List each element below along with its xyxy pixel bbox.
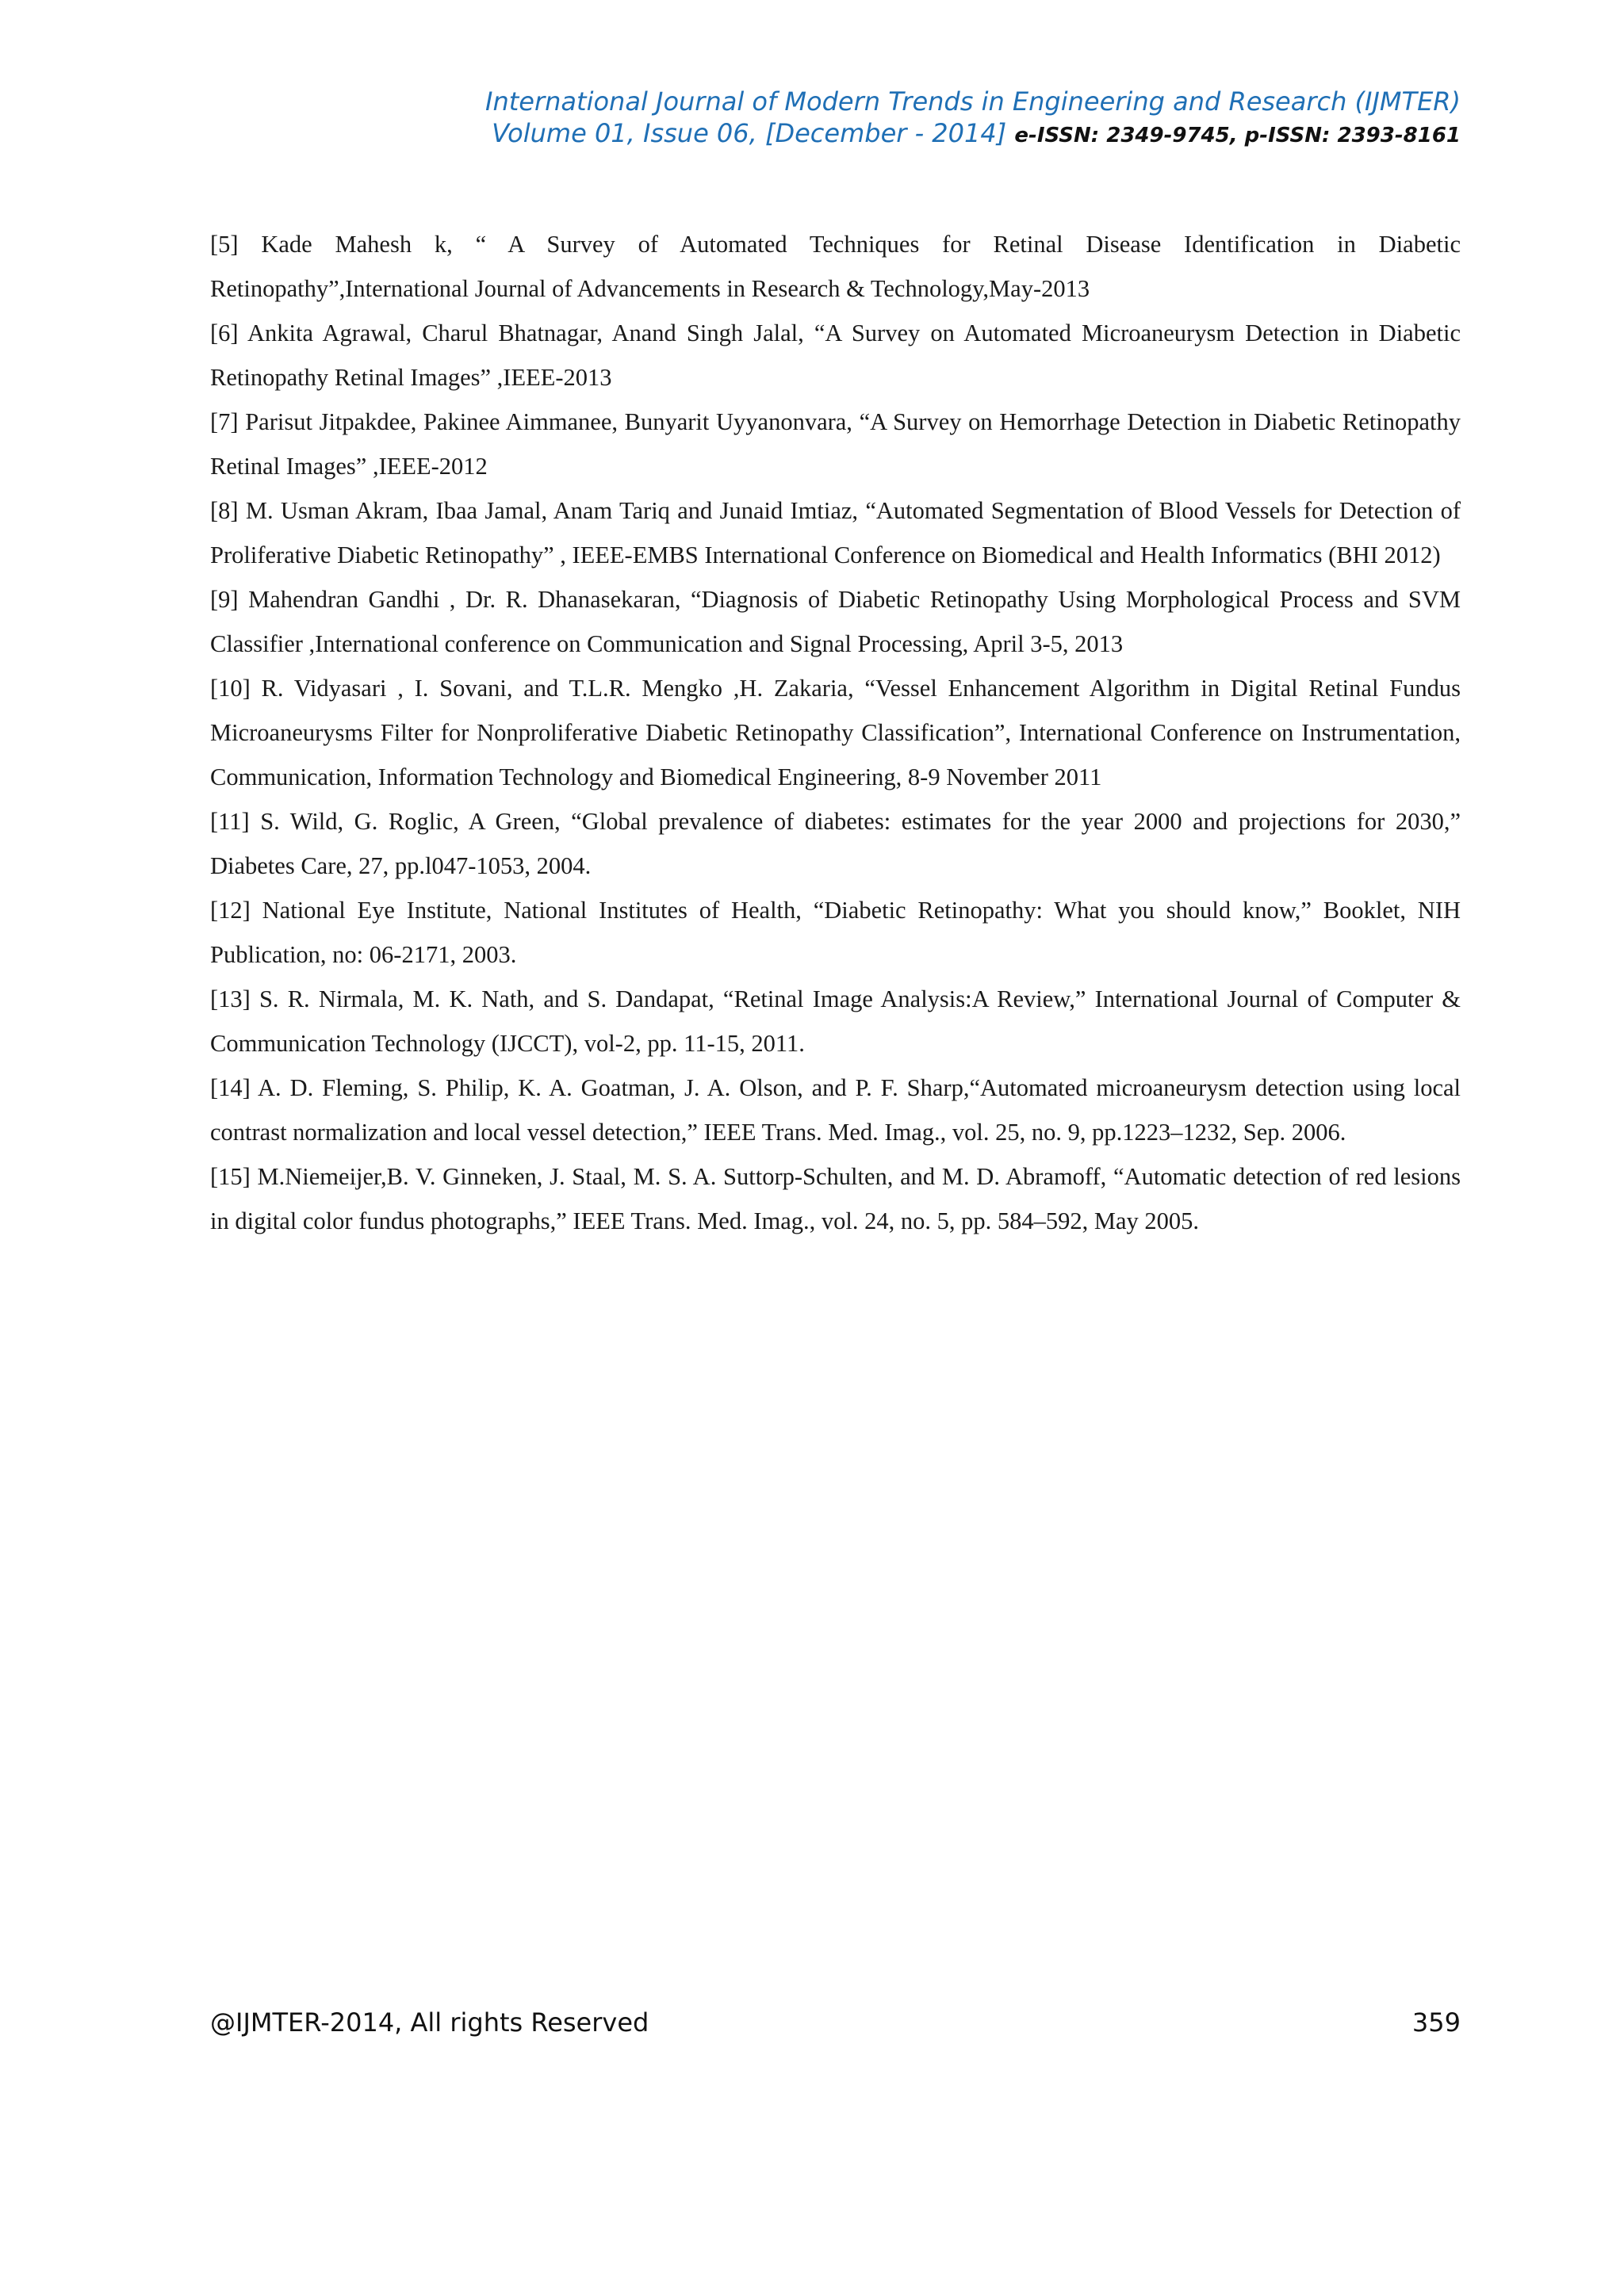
copyright-notice: @IJMTER-2014, All rights Reserved [210, 2007, 649, 2038]
reference-11: [11] S. Wild, G. Roglic, A Green, “Global prevalence of diabetes: estimates for the year 2000 and projections for 2030,” Diabetes Care, 27, pp.l047-1053, 2004. [210, 808, 1461, 879]
reference-10: [10] R. Vidyasari , I. Sovani, and T.L.R. Mengko ,H. Zakaria, “Vessel Enhancement Algorithm in Digital Retinal Fundus Microaneurysms Filter for Nonproliferative Diabetic Retinopathy Classification”, International Conference on Instrumentation, Communication, Information Technology and Biomedical Engineering, 8-9 November 2011 [210, 675, 1461, 790]
reference-5: [5] Kade Mahesh k, “ A Survey of Automated Techniques for Retinal Disease Identification in Diabetic Retinopathy”,International Journal of Advancements in Research & Technology,May-2013 [210, 231, 1461, 302]
reference-list [210, 222, 1461, 1243]
reference-13: [13] S. R. Nirmala, M. K. Nath, and S. Dandapat, “Retinal Image Analysis:A Review,” International Journal of Computer & Communication Technology (IJCCT), vol-2, pp. 11-15, 2011. [210, 985, 1461, 1057]
issn-numbers: e-ISSN: 2349-9745, p-ISSN: 2393-8161 [1014, 124, 1461, 147]
reference-6: [6] Ankita Agrawal, Charul Bhatnagar, Anand Singh Jalal, “A Survey on Automated Microaneurysm Detection in Diabetic Retinopathy Retinal Images” ,IEEE-2013 [210, 320, 1461, 391]
reference-8: [8] M. Usman Akram, Ibaa Jamal, Anam Tariq and Junaid Imtiaz, “Automated Segmentation of Blood Vessels for Detection of Proliferative Diabetic Retinopathy” , IEEE-EMBS International Conference on Biomedical and Health Informatics (BHI 2012) [210, 497, 1461, 568]
journal-title: International Journal of Modern Trends in Engineering and Research (IJMTER) [485, 86, 1461, 117]
reference-12: [12] National Eye Institute, National Institutes of Health, “Diabetic Retinopathy: What you should know,” Booklet, NIH Publication, no: 06-2171, 2003. [210, 897, 1461, 968]
page-header [0, 86, 1461, 151]
reference-15: [15] M.Niemeijer,B. V. Ginneken, J. Staal, M. S. A. Suttorp-Schulten, and M. D. Abramoff, “Automatic detection of red lesions in digital color fundus photographs,” IEEE Trans. Med. Imag., vol. 24, no. 5, pp. 584–592, May 2005. [210, 1163, 1461, 1234]
volume-issue: Volume 01, Issue 06, [December - 2014] [492, 118, 1007, 148]
page-number: 359 [1411, 2007, 1461, 2038]
reference-7: [7] Parisut Jitpakdee, Pakinee Aimmanee, Bunyarit Uyyanonvara, “A Survey on Hemorrhage Detection in Diabetic Retinopathy Retinal Images” ,IEEE-2012 [210, 408, 1461, 480]
reference-14: [14] A. D. Fleming, S. Philip, K. A. Goatman, J. A. Olson, and P. F. Sharp,“Automated microaneurysm detection using local contrast normalization and local vessel detection,” IEEE Trans. Med. Imag., vol. 25, no. 9, pp.1223–1232, Sep. 2006. [210, 1074, 1461, 1146]
reference-9: [9] Mahendran Gandhi , Dr. R. Dhanasekaran, “Diagnosis of Diabetic Retinopathy Using Morphological Process and SVM Classifier ,International conference on Communication and Signal Processing, April 3-5, 2013 [210, 586, 1461, 657]
page-footer [210, 2004, 1461, 2041]
journal-volume-line [0, 117, 1461, 151]
